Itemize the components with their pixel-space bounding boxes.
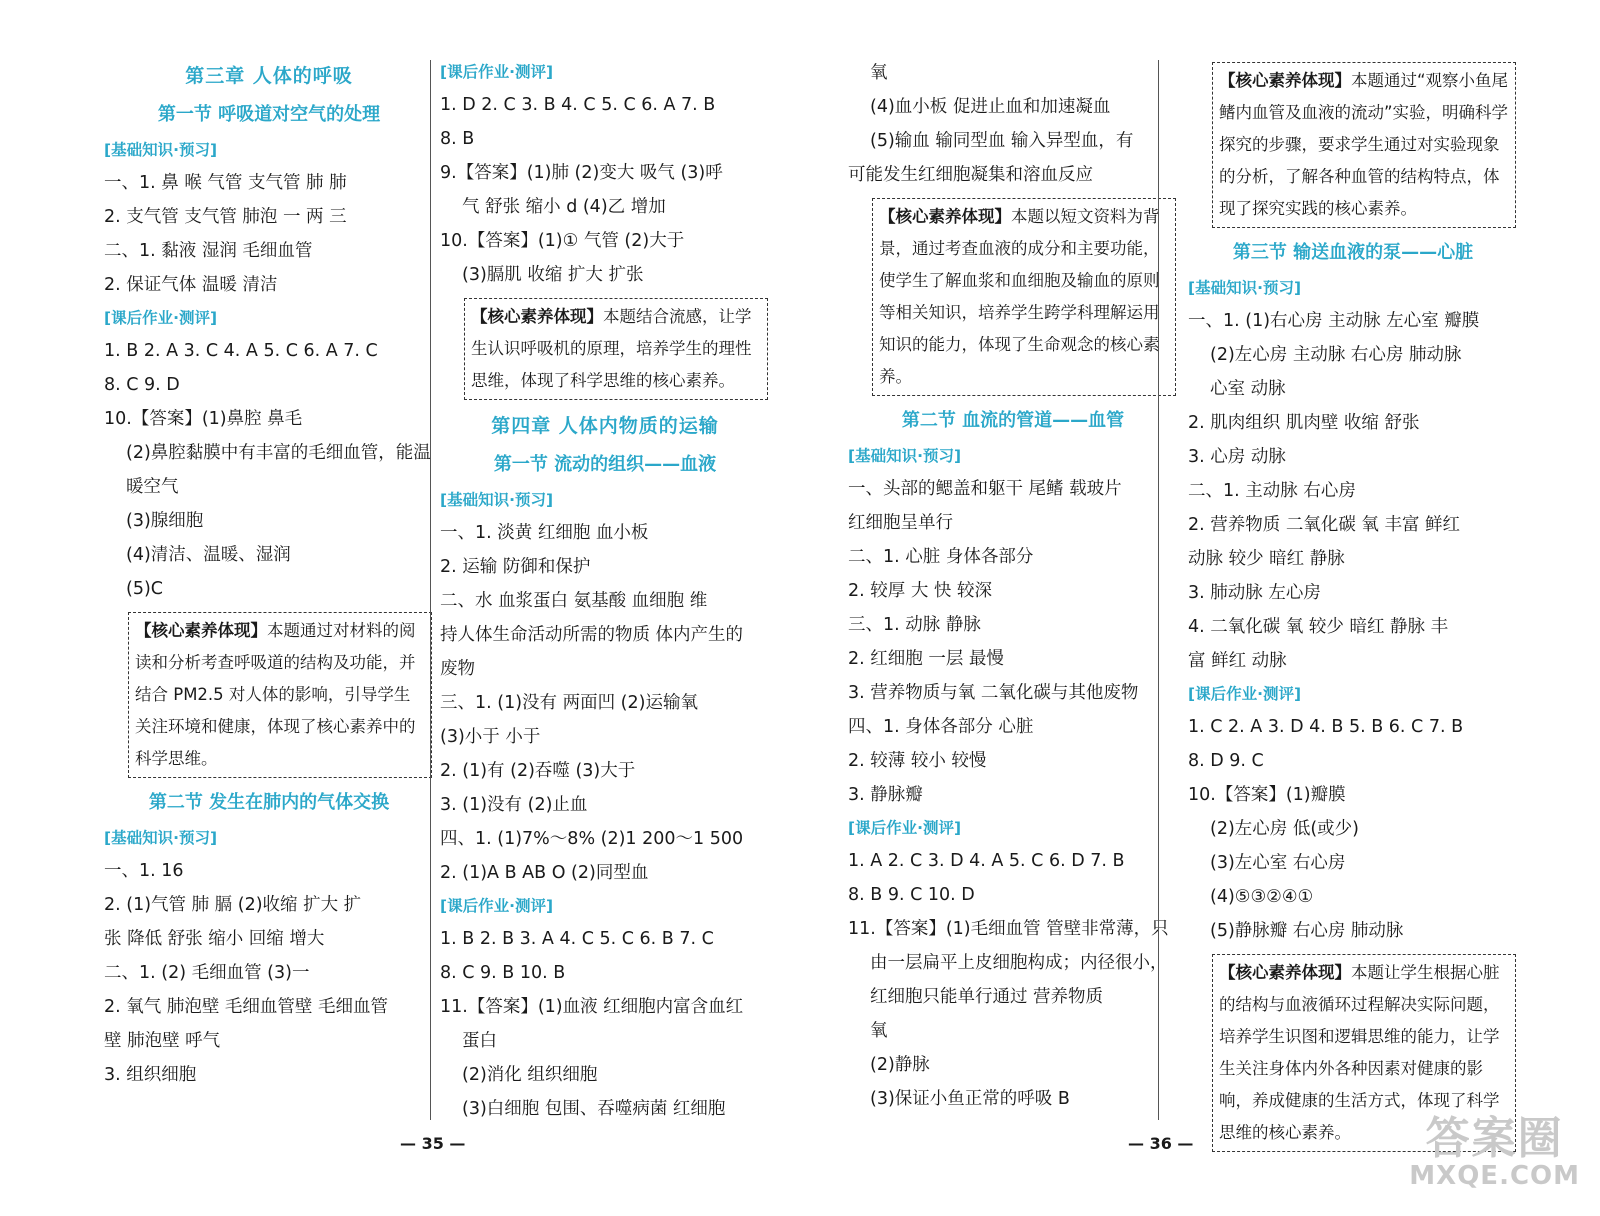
answer-line: (3)小于 小于 xyxy=(440,727,541,747)
answer-line: 二、1. 主动脉 右心房 xyxy=(1188,481,1356,501)
subsection-label: [基础知识·预习] xyxy=(1188,279,1302,297)
subsection-label: [基础知识·预习] xyxy=(104,829,218,847)
answer-line: 11.【答案】(1)血液 红细胞内富含血红 xyxy=(440,997,744,1017)
answer-line: 一、1. 16 xyxy=(104,861,184,881)
subsection-label: [课后作业·测评] xyxy=(440,63,554,81)
subsection-label: [基础知识·预习] xyxy=(848,447,962,465)
answer-line: 3. 静脉瓣 xyxy=(848,785,923,805)
subsection-label: [课后作业·测评] xyxy=(104,309,218,327)
core-literacy-tag: 【核心素养体现】 xyxy=(1219,963,1351,982)
answer-line: 废物 xyxy=(440,659,475,679)
answer-line: 2. 较厚 大 快 较深 xyxy=(848,581,992,601)
answer-line: 二、1. (2) 毛细血管 (3)一 xyxy=(104,963,310,983)
answer-line: 3. (1)没有 (2)止血 xyxy=(440,795,588,815)
core-literacy-box xyxy=(1212,62,1516,228)
answer-line: 2. 支气管 支气管 肺泡 一 两 三 xyxy=(104,207,347,227)
answer-line: 1. C 2. A 3. D 4. B 5. B 6. C 7. B xyxy=(1188,717,1464,737)
answer-line: 3. 心房 动脉 xyxy=(1188,447,1286,467)
answer-line: 1. A 2. C 3. D 4. A 5. C 6. D 7. B xyxy=(848,851,1125,871)
answer-line: 1. B 2. B 3. A 4. C 5. C 6. B 7. C xyxy=(440,929,714,949)
answer-line: 持人体生命活动所需的物质 体内产生的 xyxy=(440,625,744,645)
answer-line: 9.【答案】(1)肺 (2)变大 吸气 (3)呼 xyxy=(440,163,723,183)
core-literacy-text: 本题通过“观察小鱼尾鳍内血管及血液的流动”实验，明确科学探究的步骤，要求学生通过对实验现象的分析，了解各种血管的结构特点，体现了探究实践的核心素养。 xyxy=(1219,71,1509,218)
answer-line: 一、头部的鳃盖和躯干 尾鳍 载玻片 xyxy=(848,479,1122,499)
answer-line: 2. (1)A B AB O (2)同型血 xyxy=(440,863,649,883)
answer-line: 气 舒张 缩小 d (4)乙 增加 xyxy=(462,197,666,217)
answer-line: 2. 保证气体 温暖 清洁 xyxy=(104,275,278,295)
section-title: 第二节 发生在肺内的气体交换 xyxy=(148,792,390,813)
watermark-text: 答案圈 xyxy=(1425,1113,1564,1164)
section-title: 第二节 血流的管道——血管 xyxy=(901,410,1125,431)
answer-line: 氧 xyxy=(870,63,888,83)
page-number-left: — 35 — xyxy=(400,1134,466,1153)
answer-line: (3)腺细胞 xyxy=(126,511,204,531)
answer-line: 10.【答案】(1)鼻腔 鼻毛 xyxy=(104,409,303,429)
core-literacy-tag: 【核心素养体现】 xyxy=(879,207,1011,226)
column-divider xyxy=(430,60,431,1120)
answer-line: (2)静脉 xyxy=(870,1055,930,1075)
column-1 xyxy=(104,56,434,1092)
answer-line: (4)血小板 促进止血和加速凝血 xyxy=(870,97,1111,117)
answer-line: (3)白细胞 包围、吞噬病菌 红细胞 xyxy=(462,1099,726,1119)
subsection-label: [课后作业·测评] xyxy=(1188,685,1302,703)
answer-line: 氧 xyxy=(870,1021,888,1041)
answer-line: 8. C 9. B 10. B xyxy=(440,963,566,983)
answer-line: 三、1. (1)没有 两面凹 (2)运输氧 xyxy=(440,693,698,713)
answer-line: 1. B 2. A 3. C 4. A 5. C 6. A 7. C xyxy=(104,341,378,361)
answer-line: 红细胞只能单行通过 营养物质 xyxy=(870,987,1104,1007)
core-literacy-text: 本题结合流感，让学生认识呼吸机的原理，培养学生的理性思维，体现了科学思维的核心素养。 xyxy=(471,307,752,390)
answer-line: 张 降低 舒张 缩小 回缩 增大 xyxy=(104,929,325,949)
chapter-title: 第四章 人体内物质的运输 xyxy=(491,415,719,437)
answer-line: 二、1. 黏液 湿润 毛细血管 xyxy=(104,241,313,261)
answer-line: (4)清洁、温暖、湿润 xyxy=(126,545,291,565)
answer-line: 3. 营养物质与氧 二氧化碳与其他废物 xyxy=(848,683,1139,703)
core-literacy-text: 本题以短文资料为背景，通过考查血液的成分和主要功能，使学生了解血浆和血细胞及输血的原则等相关知识，培养学生跨学科理解运用知识的能力，体现了生命观念的核心素养。 xyxy=(879,207,1160,386)
answer-line: 可能发生红细胞凝集和溶血反应 xyxy=(848,165,1093,185)
answer-line: 8. B 9. C 10. D xyxy=(848,885,975,905)
answer-line: 心室 动脉 xyxy=(1210,379,1286,399)
answer-line: 2. 红细胞 一层 最慢 xyxy=(848,649,1004,669)
subsection-label: [基础知识·预习] xyxy=(440,491,554,509)
column-4 xyxy=(1188,56,1518,1158)
answer-line: 暖空气 xyxy=(126,477,179,497)
answer-line: 2. 较薄 较小 较慢 xyxy=(848,751,987,771)
answer-line: 一、1. 鼻 喉 气管 支气管 肺 肺 xyxy=(104,173,347,193)
answer-line: (2)左心房 主动脉 右心房 肺动脉 xyxy=(1210,345,1462,365)
answer-line: 8. D 9. C xyxy=(1188,751,1264,771)
answer-line: 4. 二氧化碳 氧 较少 暗红 静脉 丰 xyxy=(1188,617,1449,637)
section-title: 第三节 输送血液的泵——心脏 xyxy=(1232,242,1474,263)
answer-line: 10.【答案】(1)① 气管 (2)大于 xyxy=(440,231,685,251)
core-literacy-box xyxy=(872,198,1176,396)
answer-line: 富 鲜红 动脉 xyxy=(1188,651,1287,671)
subsection-label: [课后作业·测评] xyxy=(440,897,554,915)
answer-line: 2. 营养物质 二氧化碳 氧 丰富 鲜红 xyxy=(1188,515,1461,535)
answer-line: 3. 组织细胞 xyxy=(104,1065,197,1085)
answer-line: 8. C 9. D xyxy=(104,375,180,395)
answer-line: 三、1. 动脉 静脉 xyxy=(848,615,981,635)
answer-line: 11.【答案】(1)毛细血管 管壁非常薄，只 xyxy=(848,919,1169,939)
answer-line: 2. 氧气 肺泡壁 毛细血管壁 毛细血管 xyxy=(104,997,388,1017)
answer-line: 一、1. 淡黄 红细胞 血小板 xyxy=(440,523,649,543)
answer-line: 蛋白 xyxy=(462,1031,497,1051)
answer-line: (5)C xyxy=(126,579,164,599)
answer-line: 10.【答案】(1)瓣膜 xyxy=(1188,785,1346,805)
column-3 xyxy=(848,56,1178,1116)
answer-line: 一、1. (1)右心房 主动脉 左心室 瓣膜 xyxy=(1188,311,1480,331)
answer-line: 3. 肺动脉 左心房 xyxy=(1188,583,1321,603)
subsection-label: [基础知识·预习] xyxy=(104,141,218,159)
answer-line: 2. (1)有 (2)吞噬 (3)大于 xyxy=(440,761,636,781)
answer-line: (3)左心室 右心房 xyxy=(1210,853,1346,873)
core-literacy-box xyxy=(128,612,432,778)
answer-line: 四、1. (1)7%～8% (2)1 200～1 500 xyxy=(440,829,744,849)
watermark-logo xyxy=(1409,1113,1580,1191)
answer-line: 8. B xyxy=(440,129,475,149)
column-2 xyxy=(440,56,770,1126)
core-literacy-tag: 【核心素养体现】 xyxy=(471,307,603,326)
answer-line: 2. (1)气管 肺 膈 (2)收缩 扩大 扩 xyxy=(104,895,362,915)
section-title: 第一节 呼吸道对空气的处理 xyxy=(157,104,381,125)
core-literacy-tag: 【核心素养体现】 xyxy=(1219,71,1351,90)
column-divider xyxy=(1158,60,1159,1120)
chapter-title: 第三章 人体的呼吸 xyxy=(185,65,353,87)
answer-line: 由一层扁平上皮细胞构成；内径很小， xyxy=(870,953,1168,973)
core-literacy-tag: 【核心素养体现】 xyxy=(135,621,267,640)
answer-line: (2)消化 组织细胞 xyxy=(462,1065,598,1085)
answer-line: (5)输血 输同型血 输入异型血，有 xyxy=(870,131,1134,151)
answer-line: (4)⑤③②④① xyxy=(1210,887,1314,907)
answer-line: (3)保证小鱼正常的呼吸 B xyxy=(870,1089,1070,1109)
answer-line: 四、1. 身体各部分 心脏 xyxy=(848,717,1034,737)
answer-line: 二、1. 心脏 身体各部分 xyxy=(848,547,1034,567)
answer-line: (2)左心房 低(或少) xyxy=(1210,819,1360,839)
answer-line: (2)鼻腔黏膜中有丰富的毛细血管，能温 xyxy=(126,443,431,463)
page-number-right: — 36 — xyxy=(1128,1134,1194,1153)
answer-line: 壁 肺泡壁 呼气 xyxy=(104,1031,221,1051)
core-literacy-box xyxy=(464,298,768,400)
answer-line: 二、水 血浆蛋白 氨基酸 血细胞 维 xyxy=(440,591,708,611)
section-title: 第一节 流动的组织——血液 xyxy=(493,454,717,475)
answer-line: 2. 肌肉组织 肌肉壁 收缩 舒张 xyxy=(1188,413,1420,433)
answer-line: (5)静脉瓣 右心房 肺动脉 xyxy=(1210,921,1404,941)
answer-line: 1. D 2. C 3. B 4. C 5. C 6. A 7. B xyxy=(440,95,716,115)
core-literacy-text: 本题让学生根据心脏的结构与血液循环过程解决实际问题，培养学生识图和逻辑思维的能力，让学生关注身体内外各种因素对健康的影响，养成健康的生活方式，体现了科学思维的核心素养。 xyxy=(1219,963,1500,1142)
answer-line: (3)膈肌 收缩 扩大 扩张 xyxy=(462,265,644,285)
answer-line: 2. 运输 防御和保护 xyxy=(440,557,591,577)
watermark-url: MXQE.COM xyxy=(1409,1161,1580,1191)
answer-line: 动脉 较少 暗红 静脉 xyxy=(1188,549,1345,569)
answer-line: 红细胞呈单行 xyxy=(848,513,953,533)
core-literacy-text: 本题通过对材料的阅读和分析考查呼吸道的结构及功能，并结合 PM2.5 对人体的影响，引导学生关注环境和健康，体现了核心素养中的科学思维。 xyxy=(135,621,416,768)
subsection-label: [课后作业·测评] xyxy=(848,819,962,837)
